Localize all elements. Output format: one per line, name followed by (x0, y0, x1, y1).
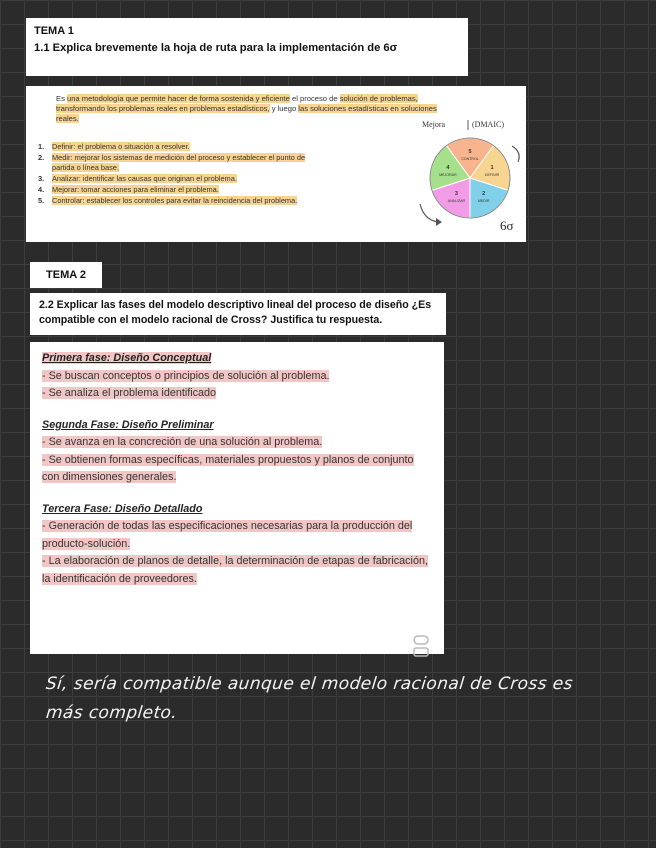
answer-card (30, 342, 444, 654)
step-item: 1. Definir: el problema o situación a resolver. (38, 142, 190, 151)
tema1-card (26, 18, 468, 76)
dmaic-segment-number: 3 (454, 190, 458, 197)
tema2-heading: TEMA 2 (30, 262, 102, 288)
phase-title: Segunda Fase: Diseño Preliminar (42, 418, 214, 431)
dmaic-segment-label: CONTROL (461, 156, 479, 161)
dmaic-segment-number: 1 (490, 164, 494, 171)
scroll-handle-icon[interactable] (412, 630, 436, 660)
sigma-label: 6σ (500, 218, 514, 233)
dmaic-segment-number: 4 (446, 164, 450, 171)
phase-title: Primera fase: Diseño Conceptual (42, 352, 212, 364)
phase-block (42, 350, 432, 403)
six-sigma-steps (38, 142, 398, 207)
dmaic-segment-number: 5 (468, 148, 472, 155)
mejora-label: Mejora (422, 120, 446, 129)
phase-title: Tercera Fase: Diseño Detallado (42, 502, 203, 515)
step-item: 5. Controlar: establecer los controles para evitar la reincidencia del problema. (38, 196, 298, 205)
dmaic-segment-label: MEDIR (477, 198, 490, 203)
dmaic-segment-label: DEFINIR (484, 172, 500, 177)
phase-block (42, 501, 432, 589)
step-item: 3. Analizar: identificar las causas que originan el problema. (38, 174, 237, 183)
six-sigma-image (26, 86, 526, 242)
tema1-heading: TEMA 1 (34, 25, 74, 37)
dmaic-segment-label: ANALIZAR (447, 198, 466, 203)
phase-line: - Se obtienen formas específicas, materiales propuestos y planos de conjunto con dimensiones generales. (42, 453, 414, 483)
dmaic-wheel (430, 138, 510, 218)
six-sigma-intro: Es una metodología que permite hacer de forma sostenida y eficiente el proceso de solución de problemas, transformando los problemas reales en problemas estadísticos, y luego las soluciones estadísticas en soluciones reales. (56, 94, 437, 123)
handwritten-answer-line2: más completo. (44, 703, 179, 723)
dmaic-segment-label: MEJORAR (439, 172, 457, 177)
step-item: 2. Medir: mejorar los sistemas de medición del proceso y establecer el punto de partida o línea base. (38, 153, 306, 172)
phase-line: - Se buscan conceptos o principios de solución al problema. (42, 369, 330, 382)
dmaic-label: (DMAIC) (472, 120, 504, 129)
tema1-question: 1.1 Explica brevemente la hoja de ruta para la implementación de 6σ (34, 42, 398, 54)
tema2-question: 2.2 Explicar las fases del modelo descriptivo lineal del proceso de diseño ¿Es compatible con el modelo racional de Cross? Justifica tu respuesta. (30, 293, 446, 335)
phase-line: - Se avanza en la concreción de una solución al problema. (42, 436, 323, 448)
step-item: 4. Mejorar: tomar acciones para eliminar el problema. (38, 185, 219, 194)
handwritten-answer-line1: Sí, sería compatible aunque el modelo racional de Cross es (44, 674, 574, 694)
phase-line: - Generación de todas las especificaciones necesarias para la producción del producto-solución. (42, 520, 413, 550)
phase-line: - La elaboración de planos de detalle, la determinación de etapas de fabricación, la identificación de proveedores. (42, 555, 428, 585)
dmaic-diagram (416, 116, 526, 236)
phase-block (42, 417, 432, 487)
phase-line: - Se analiza el problema identificado (42, 387, 217, 399)
dmaic-segment-number: 2 (482, 190, 486, 197)
cycle-arrow (420, 204, 438, 222)
